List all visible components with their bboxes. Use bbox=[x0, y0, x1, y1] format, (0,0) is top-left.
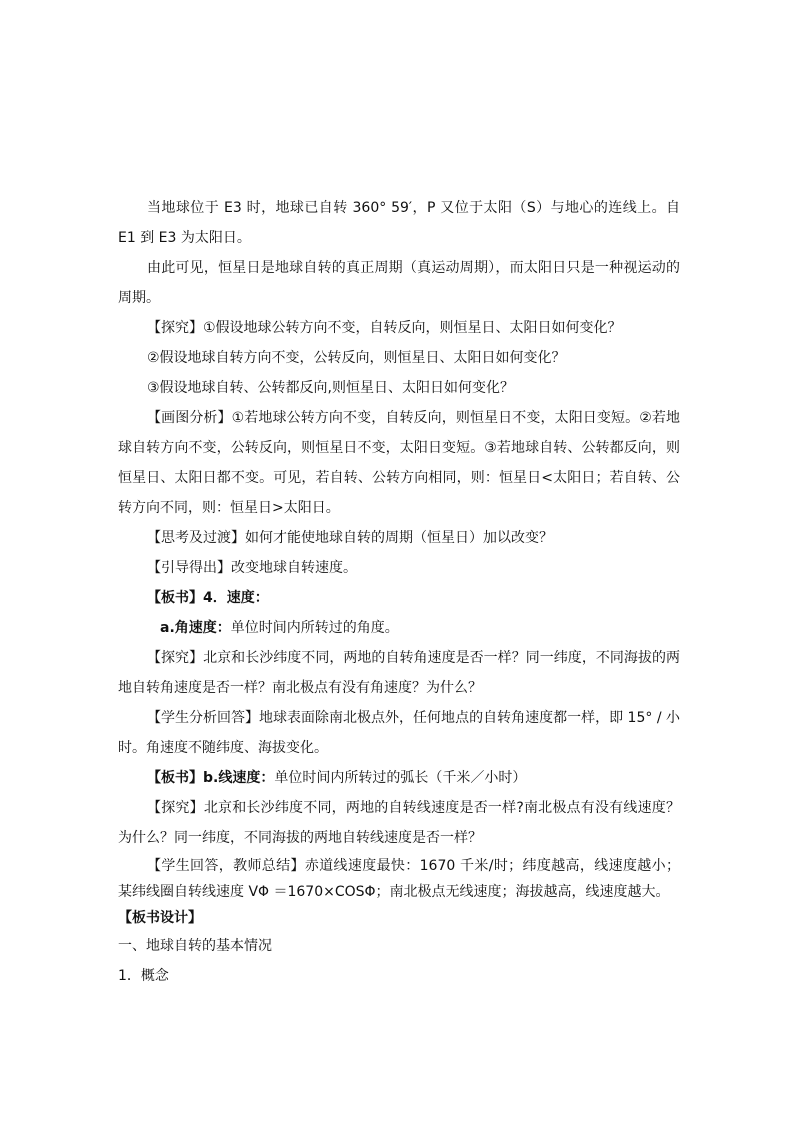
document-body bbox=[118, 193, 680, 991]
paragraph-angular-velocity bbox=[118, 613, 680, 643]
heading-board-speed: 【板书】4．速度： bbox=[147, 590, 269, 606]
paragraph-explore-2: ②假设地球自转方向不变，公转反向，则恒星日、太阳日如何变化？ bbox=[147, 350, 566, 366]
paragraph-drawing-analysis: 【画图分析】①若地球公转方向不变，自转反向，则恒星日不变，太阳日变短。②若地球自转方向不变，公转反向，则恒星日不变，太阳日变短。③若地球自转、公转都反向，则恒星日、太阳日都不变。可见，若自转、公转方向相同，则：恒星日<太阳日；若自转、公转方向不同，则：恒星日>太阳日。 bbox=[118, 410, 680, 516]
paragraph-explore-1: 【探究】①假设地球公转方向不变，自转反向，则恒星日、太阳日如何变化？ bbox=[147, 320, 622, 336]
paragraph-sidereal-vs-solar: 由此可见，恒星日是地球自转的真正周期（真运动周期），而太阳日只是一种视运动的周期。 bbox=[118, 260, 680, 306]
angular-velocity-label: a.角速度： bbox=[160, 620, 231, 636]
paragraph-explore-3: ③假设地球自转、公转都反向,则恒星日、太阳日如何变化？ bbox=[147, 380, 514, 396]
section-heading-rotation-basics: 一、地球自转的基本情况 bbox=[118, 938, 272, 954]
heading-board-design: 【板书设计】 bbox=[118, 910, 202, 926]
paragraph-teacher-summary: 【学生回答，教师总结】赤道线速度最快：1670 千米/时；纬度越高，线速度越小；某纬线圈自转线速度 VΦ ＝1670×COSΦ；南北极点无线速度；海拔越高，线速度越大。 bbox=[118, 858, 680, 900]
linear-velocity-definition: 单位时间内所转过的弧长（千米／小时） bbox=[274, 770, 527, 786]
paragraph-student-answer-angular: 【学生分析回答】地球表面除南北极点外，任何地点的自转角速度都一样，即 15° / 小时。角速度不随纬度、海拔变化。 bbox=[118, 710, 680, 756]
paragraph-e3-solar-day: 当地球位于 E3 时，地球已自转 360° 59′，P 又位于太阳（S）与地心的连线上。自 E1 到 E3 为太阳日。 bbox=[118, 200, 680, 246]
paragraph-linear-velocity bbox=[118, 763, 680, 793]
paragraph-explore-linear: 【探究】北京和长沙纬度不同，两地的自转线速度是否一样?南北极点有没有线速度？为什么？同一纬度，不同海拔的两地自转线速度是否一样？ bbox=[118, 800, 680, 846]
paragraph-think-transition: 【思考及过渡】如何才能使地球自转的周期（恒星日）加以改变？ bbox=[147, 530, 553, 546]
angular-velocity-definition: 单位时间内所转过的角度。 bbox=[230, 620, 399, 636]
subsection-concept: 1．概念 bbox=[118, 968, 169, 984]
paragraph-explore-angular: 【探究】北京和长沙纬度不同，两地的自转角速度是否一样？同一纬度，不同海拔的两地自转角速度是否一样？南北极点有没有角速度？为什么？ bbox=[118, 650, 680, 696]
linear-velocity-label: 【板书】b.线速度： bbox=[147, 770, 275, 786]
paragraph-guide-conclusion: 【引导得出】改变地球自转速度。 bbox=[147, 560, 357, 576]
